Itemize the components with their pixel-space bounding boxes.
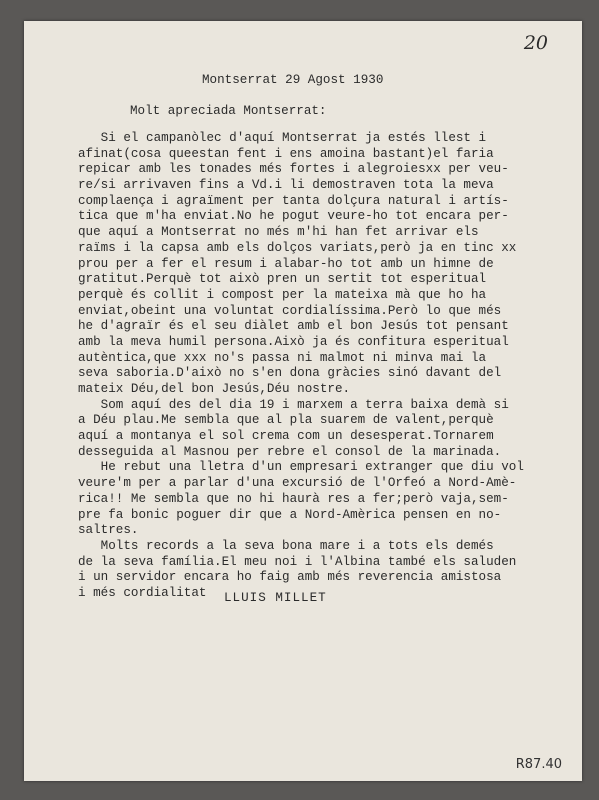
body-line: pre fa bonic poguer dir que a Nord-Amèrica pensen en no- [78, 507, 502, 522]
body-line: autèntica,que xxx no's passa ni malmot ni minva mai la [78, 350, 487, 365]
page-number: 20 [523, 32, 548, 54]
body-line: amb la meva humil persona.Això ja és confitura esperitual [78, 334, 509, 349]
body-line: a Déu plau.Me sembla que al pla suarem de valent,perquè [78, 413, 494, 428]
letter-page [24, 21, 582, 781]
body-line: Molts records a la seva bona mare i a tots els demés [78, 538, 494, 553]
body-line: gratitut.Perquè tot això pren un sertit tot esperitual [78, 272, 487, 287]
body-line: aquí a montanya el sol crema com un desesperat.Tornarem [78, 429, 494, 444]
body-line: Som aquí des del dia 19 i marxem a terra baixa demà si [78, 397, 509, 412]
body-line: saltres. [78, 523, 139, 538]
body-line: mateix Déu,del bon Jesús,Déu nostre. [78, 382, 351, 396]
body-line: de la seva família.El meu noi i l'Albina també els saluden [78, 554, 517, 569]
salutation: Molt apreciada Montserrat: [130, 104, 327, 118]
body-line: re/si arrivaven fins a Vd.i li demostraven tota la meva [78, 178, 494, 193]
body-line: he d'agraïr és el seu diàlet amb el bon Jesús tot pensant [78, 319, 509, 334]
letter-body [78, 131, 578, 602]
body-line: tica que m'ha enviat.No he pogut veure-ho tot encara per- [78, 209, 509, 224]
body-line: seva saboria.D'això no s'en dona gràcies sinó davant del [78, 366, 502, 381]
body-line: complaença i agraïment per tanta dolçura natural i artís- [78, 193, 509, 208]
body-line: enviat,obeint una voluntat cordialíssima.Però lo que més [78, 303, 502, 318]
body-line: perquè és collit i compost per la mateixa mà que ho ha [78, 287, 487, 302]
catalog-number: R87.40 [515, 757, 562, 772]
body-line: afinat(cosa queestan fent i ens amoina bastant)el faria [78, 146, 494, 161]
body-line: repicar amb les tonades més fortes i alegroiesxx per veu- [78, 162, 509, 177]
body-line: i més cordialitat [78, 585, 207, 600]
body-line: que aquí a Montserrat no més m'hi han fet arrivar els [78, 225, 479, 240]
body-line: veure'm per a parlar d'una excursió de l'Orfeó a Nord-Amè- [78, 476, 517, 491]
body-line: Si el campanòlec d'aquí Montserrat ja estés llest i [78, 131, 487, 145]
body-line: raïms i la capsa amb els dolços variats,però ja en tinc xx [78, 240, 517, 255]
body-line: He rebut una lletra d'un empresari extranger que diu vol [78, 460, 524, 475]
body-line: i un servidor encara ho faig amb més reverencia amistosa [78, 570, 502, 585]
body-line: prou per a fer el resum i alabar-ho tot amb un himne de [78, 256, 494, 271]
date-line: Montserrat 29 Agost 1930 [202, 73, 384, 87]
body-line: desseguida al Masnou per rebre el consol de la marinada. [78, 444, 502, 459]
body-line: rica!! Me sembla que no hi haurà res a fer;però vaja,sem- [78, 491, 509, 506]
signature: LLUIS MILLET [224, 591, 327, 605]
